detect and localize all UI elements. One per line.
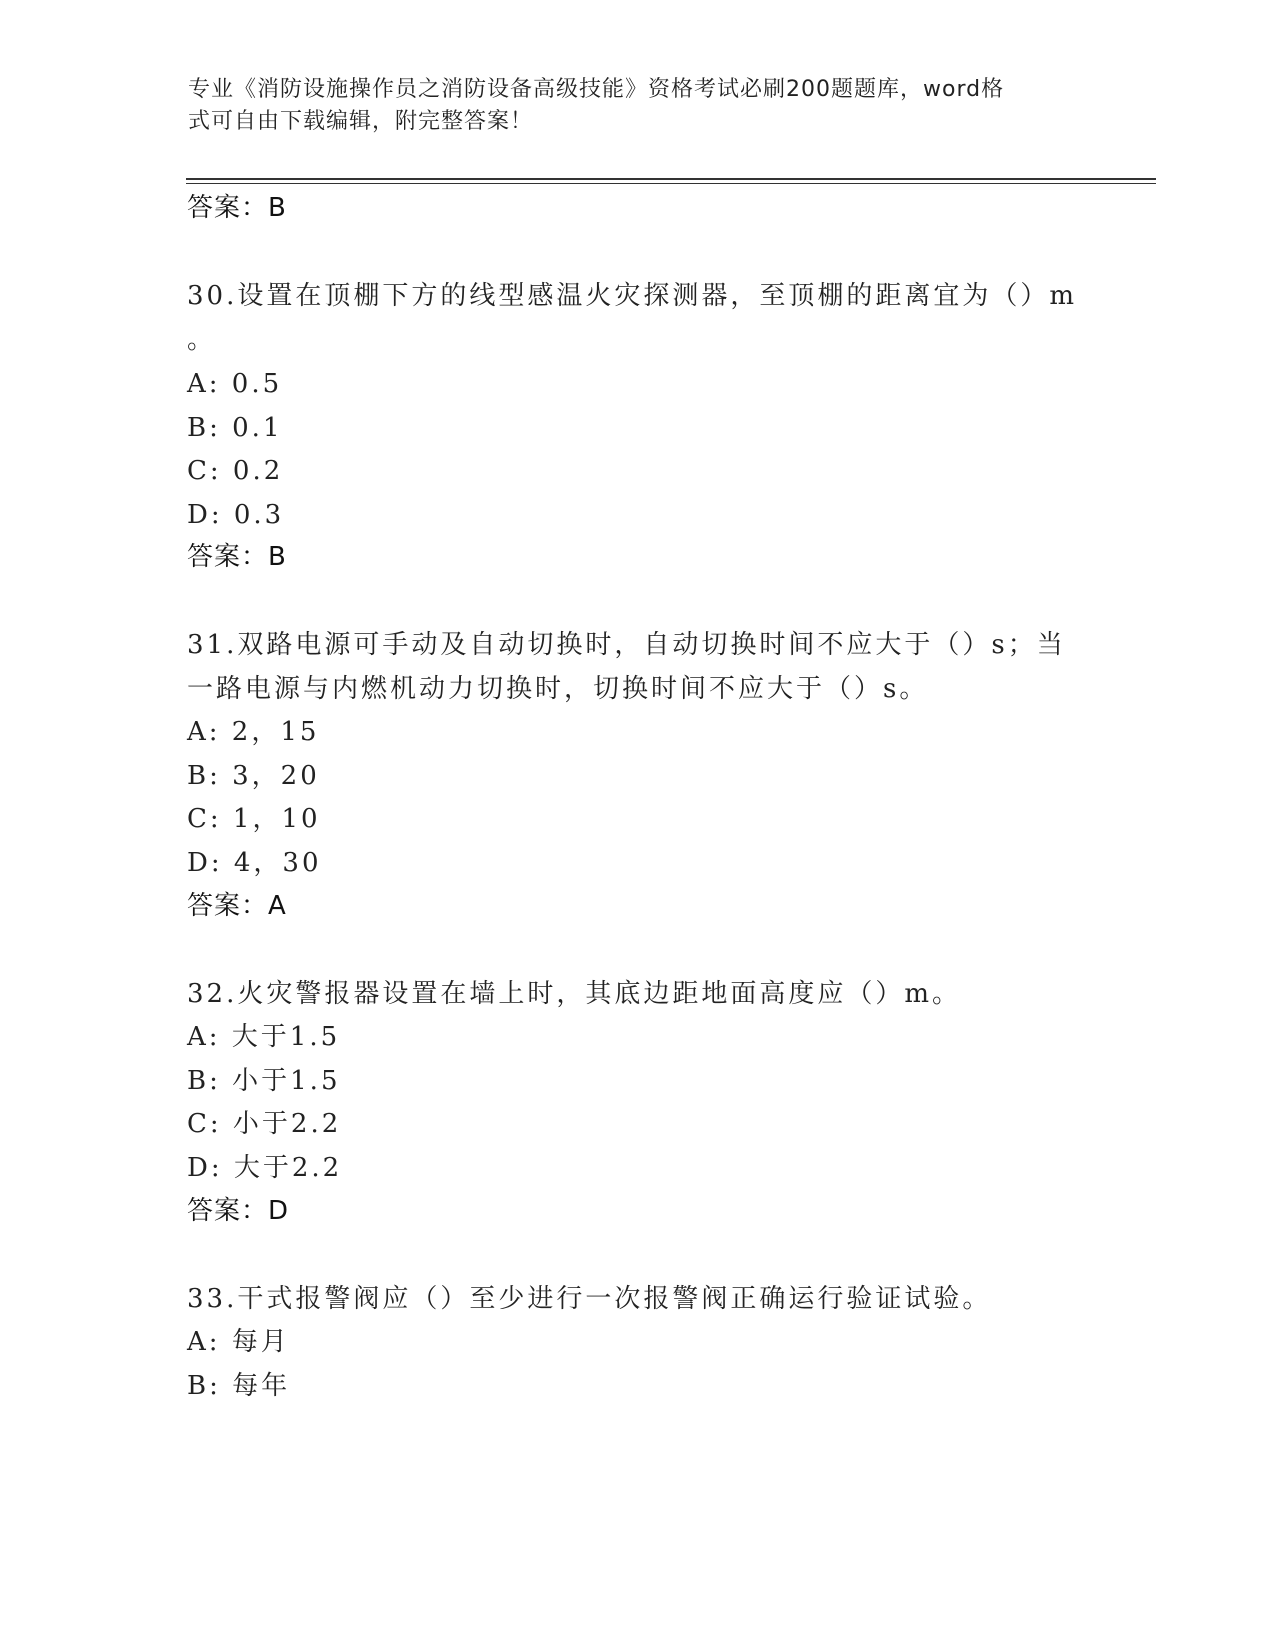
question-32-answer: 答案：D: [187, 1196, 290, 1226]
header-line-1: 专业《消防设施操作员之消防设备高级技能》资格考试必刷200题题库，word格: [188, 77, 1005, 102]
question-30-answer: 答案：B: [187, 542, 287, 572]
question-32-option-d: D: 大于2.2: [187, 1153, 343, 1183]
question-31-option-a: A: 2，15: [187, 717, 320, 747]
question-30-stem-cont: 。: [187, 325, 217, 355]
question-33-option-a: A: 每月: [187, 1327, 290, 1357]
question-32-stem: 32.火灾警报器设置在墙上时，其底边距地面高度应（）m。: [187, 979, 962, 1009]
header-line-2: 式可自由下载编辑，附完整答案！: [188, 109, 534, 134]
answer-line: 答案：B: [187, 193, 287, 223]
question-31-option-b: B: 3，20: [187, 761, 320, 791]
page-header: [188, 74, 1068, 138]
question-33-stem: 33.干式报警阀应（）至少进行一次报警阀正确运行验证试验。: [187, 1284, 992, 1314]
header-divider-thin: [186, 183, 1156, 184]
question-30-stem: 30.设置在顶棚下方的线型感温火灾探测器，至顶棚的距离宜为（）m: [187, 281, 1078, 311]
question-31-stem: 31.双路电源可手动及自动切换时，自动切换时间不应大于（）s；当: [187, 630, 1066, 660]
question-30-option-c: C: 0.2: [187, 456, 284, 486]
question-31-stem-cont: 一路电源与内燃机动力切换时，切换时间不应大于（）s。: [187, 674, 929, 704]
question-32-option-c: C: 小于2.2: [187, 1109, 342, 1139]
header-divider-thick: [186, 178, 1156, 180]
question-30-option-b: B: 0.1: [187, 413, 283, 443]
question-30-option-a: A: 0.5: [187, 369, 283, 399]
question-31-option-d: D: 4，30: [187, 848, 322, 878]
question-32-option-b: B: 小于1.5: [187, 1066, 341, 1096]
question-30-option-d: D: 0.3: [187, 500, 285, 530]
question-32-option-a: A: 大于1.5: [187, 1022, 341, 1052]
question-33-option-b: B: 每年: [187, 1371, 291, 1401]
question-31-option-c: C: 1，10: [187, 804, 321, 834]
question-31-answer: 答案：A: [187, 891, 287, 921]
